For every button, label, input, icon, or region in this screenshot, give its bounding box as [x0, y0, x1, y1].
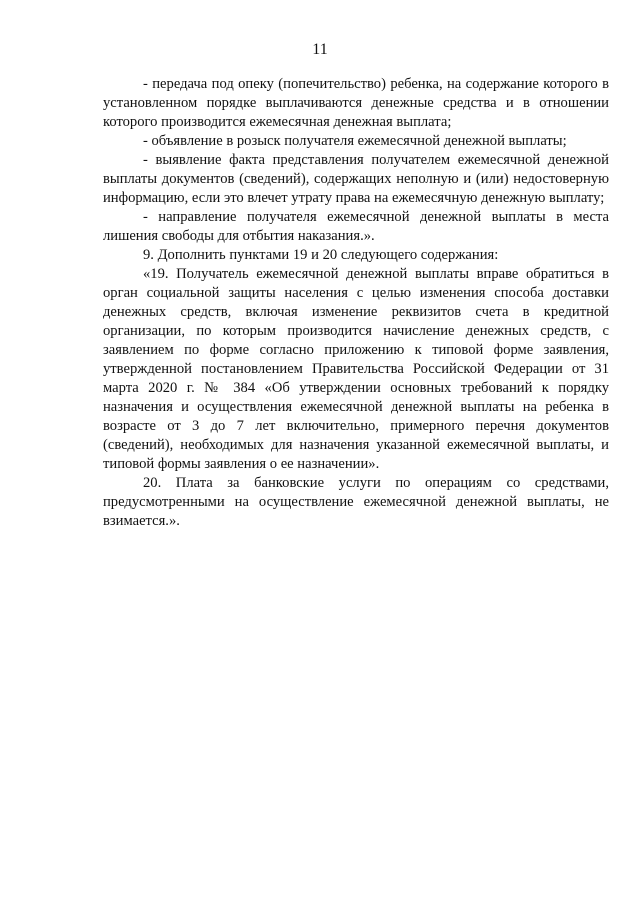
paragraph-amendment-9: 9. Дополнить пунктами 19 и 20 следующего содержания: [143, 247, 499, 263]
paragraph-guardianship-transfer: - передача под опеку (попечительство) ребенка, на содержание которого в установленном порядке выплачиваются денежные средства и в отношении которого производится ежемесячная денежная выплата; [103, 76, 609, 130]
paragraph-wanted-recipient: - объявление в розыск получателя ежемесячной денежной выплаты; [143, 133, 567, 149]
page-number: 11 [312, 41, 328, 58]
paragraph-imprisonment: - направление получателя ежемесячной денежной выплаты в места лишения свободы для отбытия наказания.». [103, 209, 609, 244]
document-body [103, 75, 609, 531]
paragraph-clause-19: «19. Получатель ежемесячной денежной выплаты вправе обратиться в орган социальной защиты населения с целью изменения способа доставки денежных средств, включая изменение реквизитов счета в кредитной организации, по которым производится начисление денежных средств, с заявлением по форме согласно приложению к типовой форме заявления, утвержденной постановлением Правительства Российской Федерации от 31 марта 2020 г. № 384 «Об утверждении основных требований к порядку назначения и осуществления ежемесячной денежной выплаты на ребенка в возрасте от 3 до 7 лет включительно, примерного перечня документов (сведений), необходимых для назначения указанной ежемесячной выплаты, и типовой формы заявления о ее назначении». [103, 266, 609, 472]
paragraph-false-documents: - выявление факта представления получателем ежемесячной денежной выплаты документов (сведений), содержащих неполную и (или) недостоверную информацию, если это влечет утрату права на ежемесячную денежную выплату; [103, 152, 609, 206]
paragraph-clause-20: 20. Плата за банковские услуги по операциям со средствами, предусмотренными на осуществление ежемесячной денежной выплаты, не взимается.». [103, 475, 609, 529]
